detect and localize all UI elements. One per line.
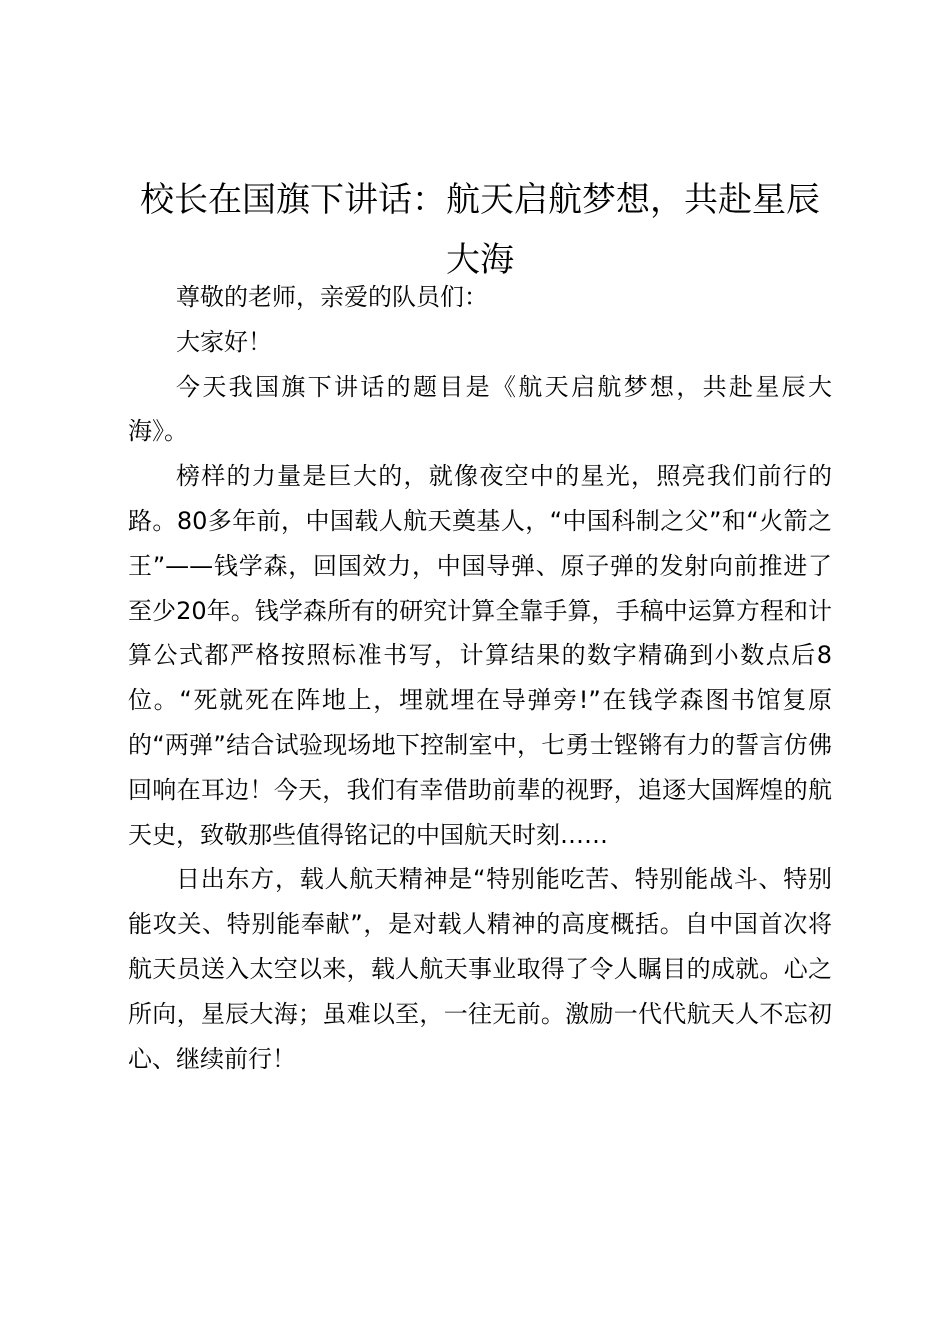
role-model-paragraph: 榜样的力量是巨大的，就像夜空中的星光，照亮我们前行的路。80多年前，中国载人航天奠基人，“中国科制之父”和“火箭之王”——钱学森，回国效力，中国导弹、原子弹的发射向前推进了至少20年。钱学森所有的研究计算全靠手算，手稿中运算方程和计算公式都严格按照标准书写，计算结果的数字精确到小数点后8位。“死就死在阵地上，埋就埋在导弹旁!”在钱学森图书馆复原的“两弹”结合试验现场地下控制室中，七勇士铿锵有力的誓言仿佛回响在耳边！今天，我们有幸借助前辈的视野，追逐大国辉煌的航天史，致敬那些值得铭记的中国航天时刻……: [128, 462, 832, 849]
salutation-paragraph: 尊敬的老师，亲爱的队员们：: [176, 283, 488, 311]
topic-paragraph: 今天我国旗下讲话的题目是《航天启航梦想，共赴星辰大海》。: [128, 372, 832, 446]
document-title: 校长在国旗下讲话：航天启航梦想，共赴星辰大海: [140, 180, 820, 280]
document-body: [128, 275, 832, 1081]
spirit-paragraph: 日出东方，载人航天精神是“特别能吃苦、特别能战斗、特别能攻关、特别能奉献”，是对载人精神的高度概括。自中国首次将航天员送入太空以来，载人航天事业取得了令人瞩目的成就。心之所向，星辰大海；虽难以至，一往无前。激励一代代航天人不忘初心、继续前行！: [128, 865, 832, 1073]
greeting-paragraph: 大家好！: [176, 327, 272, 356]
